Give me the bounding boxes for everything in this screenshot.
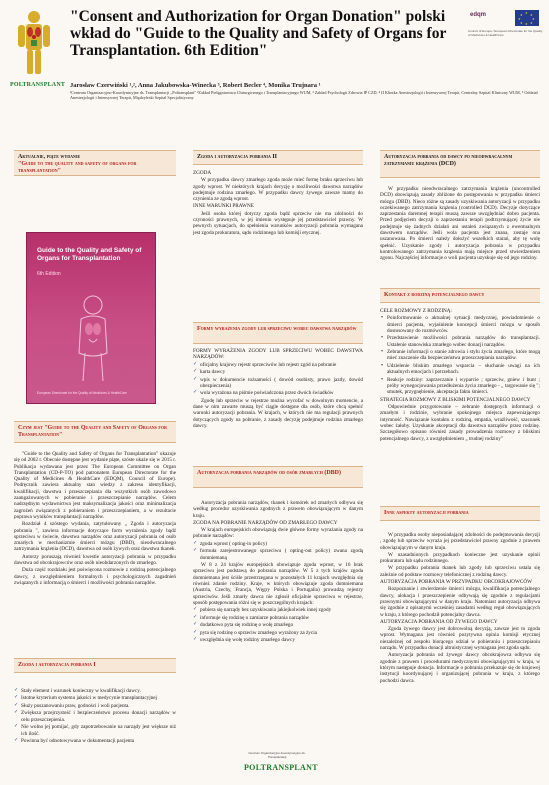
paragraph: Rozpoznanie i stwierdzenie śmierci mózgu, kwalifikacja potencjalnego dawcy, alokacja i przeszczepienie odbywają się zgodnie z regulacjami prawnymi obowiązującymi w danym kraju. Natomiast autoryzacja odbywa się zgodnie z opisanymi wcześniej zasadami według reguł obowiązujących w kraju, z którego pochodził potencjalny dawca. [380, 586, 540, 618]
section-heading-consent-forms [193, 322, 363, 344]
footer-logo [244, 751, 318, 780]
list-item: ✓ zgoda wprost ( opting-in policy) [193, 541, 363, 547]
paragraph: Autoryzacja pobrania narządów, tkanek i komórek od zmarłych odbywa się według procedur uzyskiwania zgodnych z prawem obowiązującym w danym kraju. [193, 500, 363, 519]
footer-wordmark: POLTRANSPLANT [244, 763, 318, 772]
list-item: ✓ wpis w dokumencie tożsamości ( dowód osobisty, prawo jazdy, dowód ubezpieczenia) [193, 377, 363, 390]
book-publisher: European Directorate for the Quality of Medicines & HealthCare [37, 391, 127, 395]
guide-book-cover [26, 232, 156, 404]
heading-text: Formy wyrażenia zgody lub sprzeciwu wobec dawstwa narządów [197, 326, 357, 332]
list-item: ✓ Nie wolno jej pomijać, gdy zapotrzebowanie na narządy jest większe niż ich ilość. [14, 724, 176, 737]
subheading: ZGODA NA POBRANIE NARZĄDÓW OD ZMARŁEGO DAWCY [193, 519, 338, 526]
paragraph: Autorzy poruszają również kwestie autoryzacji pobrania w przypadku dawstwa od obcokrajowców oraz osób nieobdarzonych do zmarłego. [14, 553, 176, 567]
subheading: FORMY WYRAŻENIA ZGODY LUB SPRZECIWU WOBEC DAWSTWA NARZĄDÓW: [193, 348, 363, 361]
figure-illustration-icon [63, 293, 123, 383]
family-contact-text [380, 308, 540, 443]
section-heading-other-aspects [380, 506, 540, 521]
section-heading-what-is-guide [14, 421, 176, 443]
list-item: ✓ pyta się rodzinę o sprzeciw zmarłego wyrażony za życia [193, 630, 363, 636]
consent-forms-text [193, 348, 363, 430]
paragraph: W przypadku osoby nieposiadającej zdolności do podejmowania decyzji , zgodę lub sprzeciw wyraża jej przedstawiciel prawny zgodnie z prawem obowiązującym w danym kraju. [380, 532, 540, 551]
dcd-text [380, 186, 540, 263]
authors: Jarosław Czerwiński ¹,², Anna Jakubowska-Winecka ³, Robert Becler ⁴, Monika Trujnara ¹ [70, 82, 321, 89]
partner-logo-caption: Council of Europe / European Directorate for the Quality of Medicines & HealthCare [468, 29, 543, 37]
human-figure-icon [16, 10, 52, 76]
list-item: ✓ uwzględnia się wolę rodziny zmarłego dawcy [193, 637, 363, 643]
list-item: ✓ wola wyrażona na piśmie poświadczona przez dwóch świadków [193, 390, 363, 396]
list-item: ✓ karta dawcy [193, 369, 363, 375]
paragraph: Jeśli osoba której dotyczy zgoda bądź sprzeciw nie ma zdolności do czynności prawnych, w jej imieniu występuje jej przedstawiciel prawny. W pewnych sytuacjach, do spełnienia warunków autoryzacji pobrania wymagana jest zgoda prokuratora, sądu rodzinnego lub komisji etycznej. [193, 210, 363, 236]
council-of-europe-flag-icon: ★ ★ ★ ★ ★ ★ ★ ★ [515, 10, 539, 26]
paragraph: Duża część rozdziału jest poświęcona rozmowie z rodziną potencjalnego dawcy, z uwzględnieniem formalnych i psychologicznych zagadnień związanych z informacją o śmierci i możliwości pobrania narządów. [14, 567, 176, 586]
subheading: INNE WARUNKI PRAWNE [193, 203, 254, 210]
edqm-logo: edqm [470, 12, 487, 18]
paragraph: W uzasadnionych przypadkach konieczne jest uzyskanie opinii prokuratora lub sądu rodzinnego. [380, 551, 540, 565]
subheading: ZGODA [193, 170, 212, 176]
consent-ii-text [193, 170, 363, 237]
consent-i-list [14, 688, 176, 746]
footer-caption: Centrum Organizacyjno-Koordynacyjne ds. Transplantacji [248, 751, 306, 759]
paragraph: Odpowiednie przygotowanie – zebranie dostępnych informacji o zmarłym i rodzinie, wybranie spokojnego miejsca zapewniającego intymność. Nawiązanie kontaktu z rodziną, empatia, wrażliwość, szacunek wobec żałoby. Uzyskanie akceptacji dla dawstwa narządów przez rodzinę. Szczegółowo opisano również zasady prowadzenia rozmowy z bliskimi potencjalnego dawcy, z uwzględnieniem „ trudnej rodziny" [380, 404, 540, 442]
affiliations: ¹Centrum Organizacyjno-Koordynacyjne ds. Transplantacji „Poltransplant" ²Zakład Pielęgniarstwa Chirurgicznego i Transplantacyjnego WUM, ³ Zakład Psychologii Zdrowia IP CZD, ⁴ II Klinika Anestezjologii i Intensywnej Terapii, Centralny Szpital Kliniczny WUM, ⁵ Oddział Anestezjologii i Intensywnej Terapii, Międzyleski Szpital Specjalistyczny [70, 90, 538, 100]
section-heading-consent-ii [193, 150, 363, 165]
paragraph: W przypadku nieodwracalnego zatrzymania krążenia (uncontrolled DCD) obowiązują zasady zbliżone do postępowania w przypadku śmierci mózgu (DBD). Nieco różne są zasady uzyskiwania autoryzacji w przypadku oczekiwanego zatrzymania krążenia (controlled DCD). Decyzje dotyczące zaprzestania daremnej terapii muszą zawsze uwzględniać dobro pacjenta. Przed podjęciem decyzji o zaprzestaniu terapii podtrzymującej życie nie podejmuje się żadnych działań ani ustaleń związanych z ewentualnym dawstwem narządów. Jeśli wola pacjenta jest znana, zostaje ona uszanowana. Po śmierci należy dołożyć wszelkich starań, aby tę wolę spełnić. Uzyskanie zgody i autoryzacja pobrania w przypadku kontrolowanego zatrzymania krążenia mają miejsce przed stwierdzeniem zgonu. Najczęściej informacje o woli pacjenta uzyskuje się od jego rodziny. [380, 186, 540, 262]
list-item: ✓ oficjalny krajowy rejestr sprzeciwów lub rejestr zgód na pobranie [193, 362, 363, 368]
paragraph: Zgoda żywego dawcy jest dobrowolną decyzją, zawsze jest to zgoda wprost. Wymagana jest również pozytywna opinia komisji etycznej niezależnej od zespołu biorącego udział w pobieraniu i przeszczepianiu narządu. W przypadku donacji altruistycznej wymagana jest zgoda sądu. [380, 626, 540, 652]
paragraph: Autoryzacja pobrania od żywego dawcy obcokrajowca odbywa się zgodnie z prawem i procedurami medycznymi obowiązującymi w kraju, w którym następuje donacja. Informacje o pobrania przekazuje się do krajowej instytucji koordynującej i organizującej pobrania w kraju, z którego pochodzi dawca. [380, 652, 540, 684]
list-item: ✓ informuje się rodzinę o zamiarze pobrania narządów [193, 615, 363, 621]
list-item: ✓ formuła zarejestrowanego sprzeciwu ( opting-out policy) zwana zgodą domniemaną [193, 548, 363, 561]
heading-line-2: "Guide to the quality and safety of organs for transplantation" [18, 161, 137, 174]
what-is-guide-text [14, 451, 176, 587]
list-item: • Przedstawienie możliwości pobrania narządów do transplantacji. Ustalenie stanowiska zmarłego wobec donacji narządów. [380, 335, 540, 348]
section-heading-family-contact [380, 288, 540, 303]
list-item: • Poinformowanie o aktualnej sytuacji medycznej, powiadomienie o śmierci pacjenta, wyjaśnienie koncepcji śmierci mózgu w sposób dostosowany do rozmówców. [380, 315, 540, 334]
list-item: • Reakcje rodziny: zaprzeczanie i wyparcie ; sprzeciw, gniew i bunt ; próby wynegocjowania przedłużenia życia zmarłego - „ targowanie się "; smutek, przygnębienie, akceptacja faktu śmierci. [380, 377, 540, 396]
paragraph: Zgodę lub sprzeciw w rejestrze można wycofać w dowolnym momencie, a dane w nim zawarte muszą być ciągle dostępne dla osób, które chcą spełnić warunki autoryzacji pobrania. W krajach, w których nie ma regulacji prawnych dotyczących zgody na pobranie, z zasady decyzję podejmuje rodzina zmarłego dawcy. [193, 397, 363, 430]
poster-header [0, 0, 549, 112]
subheading: CELE ROZMOWY Z RODZINĄ: [380, 308, 452, 314]
list-item: ✓ dodatkowo pyta się rodzinę o wolę zmarłego [193, 622, 363, 628]
list-item: ✓ Istotne kryterium systemu jakości w medycynie transplantacyjnej [14, 695, 176, 701]
heading-text: Zgoda i autoryzacja pobrania II [197, 154, 278, 160]
heading-text: Kontakt z rodziną potencjalnego dawcy [384, 292, 485, 298]
dbd-text [193, 500, 363, 645]
partner-logos [468, 6, 544, 46]
heading-text: Inne aspekty autoryzacji pobrania [384, 510, 469, 516]
paragraph: W przypadku dawcy zmarłego zgoda może mieć formę braku sprzeciwu lub zgody wprost. W niektórych krajach decyzję o możliwości dawstwa narządów podejmuje rodzina zmarłego. W przypadku dawcy żywego zawsze mamy do czynienia ze zgodą wprost. [193, 177, 363, 203]
subheading: STRATEGIA ROZMOWY Z BLISKIMI POTENCJALNEGO DAWCY [380, 396, 531, 403]
heading-text: Czym jest "Guide to the Quality and Safety of Organs for Transplantation" [18, 425, 167, 438]
subheading: AUTORYZACJA POBRANIA W PRZYPADKU OBCOKRAJOWCÓW [380, 579, 532, 586]
section-heading-current-edition [14, 150, 176, 176]
book-title: Guide to the Quality and Safety of Organs for Transplantation [37, 247, 142, 262]
section-heading-consent-i [14, 658, 176, 673]
logo-wordmark: POLTRANSPLANT [10, 82, 66, 88]
list-item: ✓ Powinna być odnotowywana w dokumentacji pacjenta [14, 738, 176, 744]
section-heading-dbd [193, 466, 363, 488]
list-item: ✓ pobiera się narządy bez uzyskiwania jakiejkolwiek innej zgody [193, 607, 363, 613]
heading-text: Autoryzacja pobrania narządów od osób zmarłych (DBD) [197, 470, 342, 476]
paragraph: W krajach europejskich obowiązują dwie główne formy wyrażania zgody na pobranie narządów: [193, 527, 363, 540]
list-item: ✓ Stały element i warunek konieczny w kwalifikacji dawcy. [14, 688, 176, 694]
paragraph: "Guide to the Quality and Safety of Organs for Transplantation" ukazuje się od 2002 r. Obecnie dostępne jest wydanie piąte, szóste ukaże się w 2015 r. Publikacja wydawana jest przez The European Committee on Organ Transplantation (CD-P-TO) pod patronatem European Directorate for the Quality of Medicines & HealthCare (EDQM), Council of Europe). Podręcznik zawiera aktualny stan wiedzy z zakresu identyfikacji, kwalifikacji, dawstwa i przeszczepiania dla wszystkich osób zawodowo zaangażowanych w pobieranie i przeszczepianie narządów. Celem nadrzędnym wydawnictwa jest maksymalizacja jakości oraz minimalizacja zagrożeń związanych z pobieraniem i przeszczepianiem, a w rezultacie poprawa wyników transplantacji narządów. [14, 451, 176, 520]
paragraph: Rozdział 4 szóstego wydania, zatytułowany „ Zgoda i autoryzacja pobrania ", zawiera informacje dotyczące form wyrażenia zgody bądź sprzeciwu w świecie, dawstwa narządów oraz autoryzacji pobrania od osób zmarłych w mechanizmie śmierci mózgu (DBD), nieodwracalnego zatrzymania krążenia (DCD), dawstwa od osób żywych oraz dawstwa tkanek. [14, 521, 176, 553]
other-aspects-text [380, 532, 540, 685]
paragraph: W 8 z 24 krajów europejskich obowiązuje zgoda wprost, w 16 brak sprzeciwu jest podstawą do pobrania narządów. W 5 z tych krajów zgoda domniemana jest ściśle przestrzegana w pozostałych 11 krajach uwzględnia się również zdanie rodziny. Kraje, w których obowiązuje zgoda domniemana (Austria, Czechy, Francja, Węgry Polska i Portugalia) prowadzą rejestry sprzeciwów. Jeśli zmarły dawca nie zgłosił oficjalnie sprzeciwu w rejestrze, sposób postępowania różni się w poszczególnych krajach: [193, 562, 363, 606]
subheading: AUTORYZACJA POBRANIA OD ŻYWEGO DAWCY [380, 618, 498, 625]
heading-text: Zgoda i autoryzacja pobrania I [18, 662, 96, 668]
list-item: ✓ Zwiększa przejrzystość i bezpieczeństwo procesu donacji narządów w celu przeszczepienia. [14, 710, 176, 723]
poster-title: "Consent and Authorization for Organ Donation" polski wkład do "Guide to the Quality and Safety of Organs for Transplantation. 6th Edition" [70, 8, 447, 59]
poltransplant-logo [10, 6, 66, 106]
paragraph: W przypadku pobrania tkanek lub zgody lub sprzeciwu ustala się zależnie od podstaw rozmowy telefonicznej z rodziną dawcy. [380, 565, 540, 578]
list-item: • Udzielenie bliskim zmarłego wsparcia – słuchanie uwagi na ich aktualnych emocjach i potrzebach. [380, 363, 540, 376]
list-item: • Zebranie informacji o stanie zdrowia i stylu życia zmarłego, które mogą mieć znaczenie dla bezpieczeństwa przeszczepiania narządów. [380, 349, 540, 362]
section-heading-dcd [380, 150, 540, 178]
heading-text: Autoryzacja pobrania od dawcy po nieodwracalnym zatrzymaniu krążenia (DCD) [384, 154, 513, 167]
list-item: ✓ Służy poszanowaniu praw, godności i woli pacjenta. [14, 703, 176, 709]
book-edition: 6th Edition [37, 271, 61, 277]
heading-line-1: Aktualnie, piąte wydanie [18, 154, 81, 160]
